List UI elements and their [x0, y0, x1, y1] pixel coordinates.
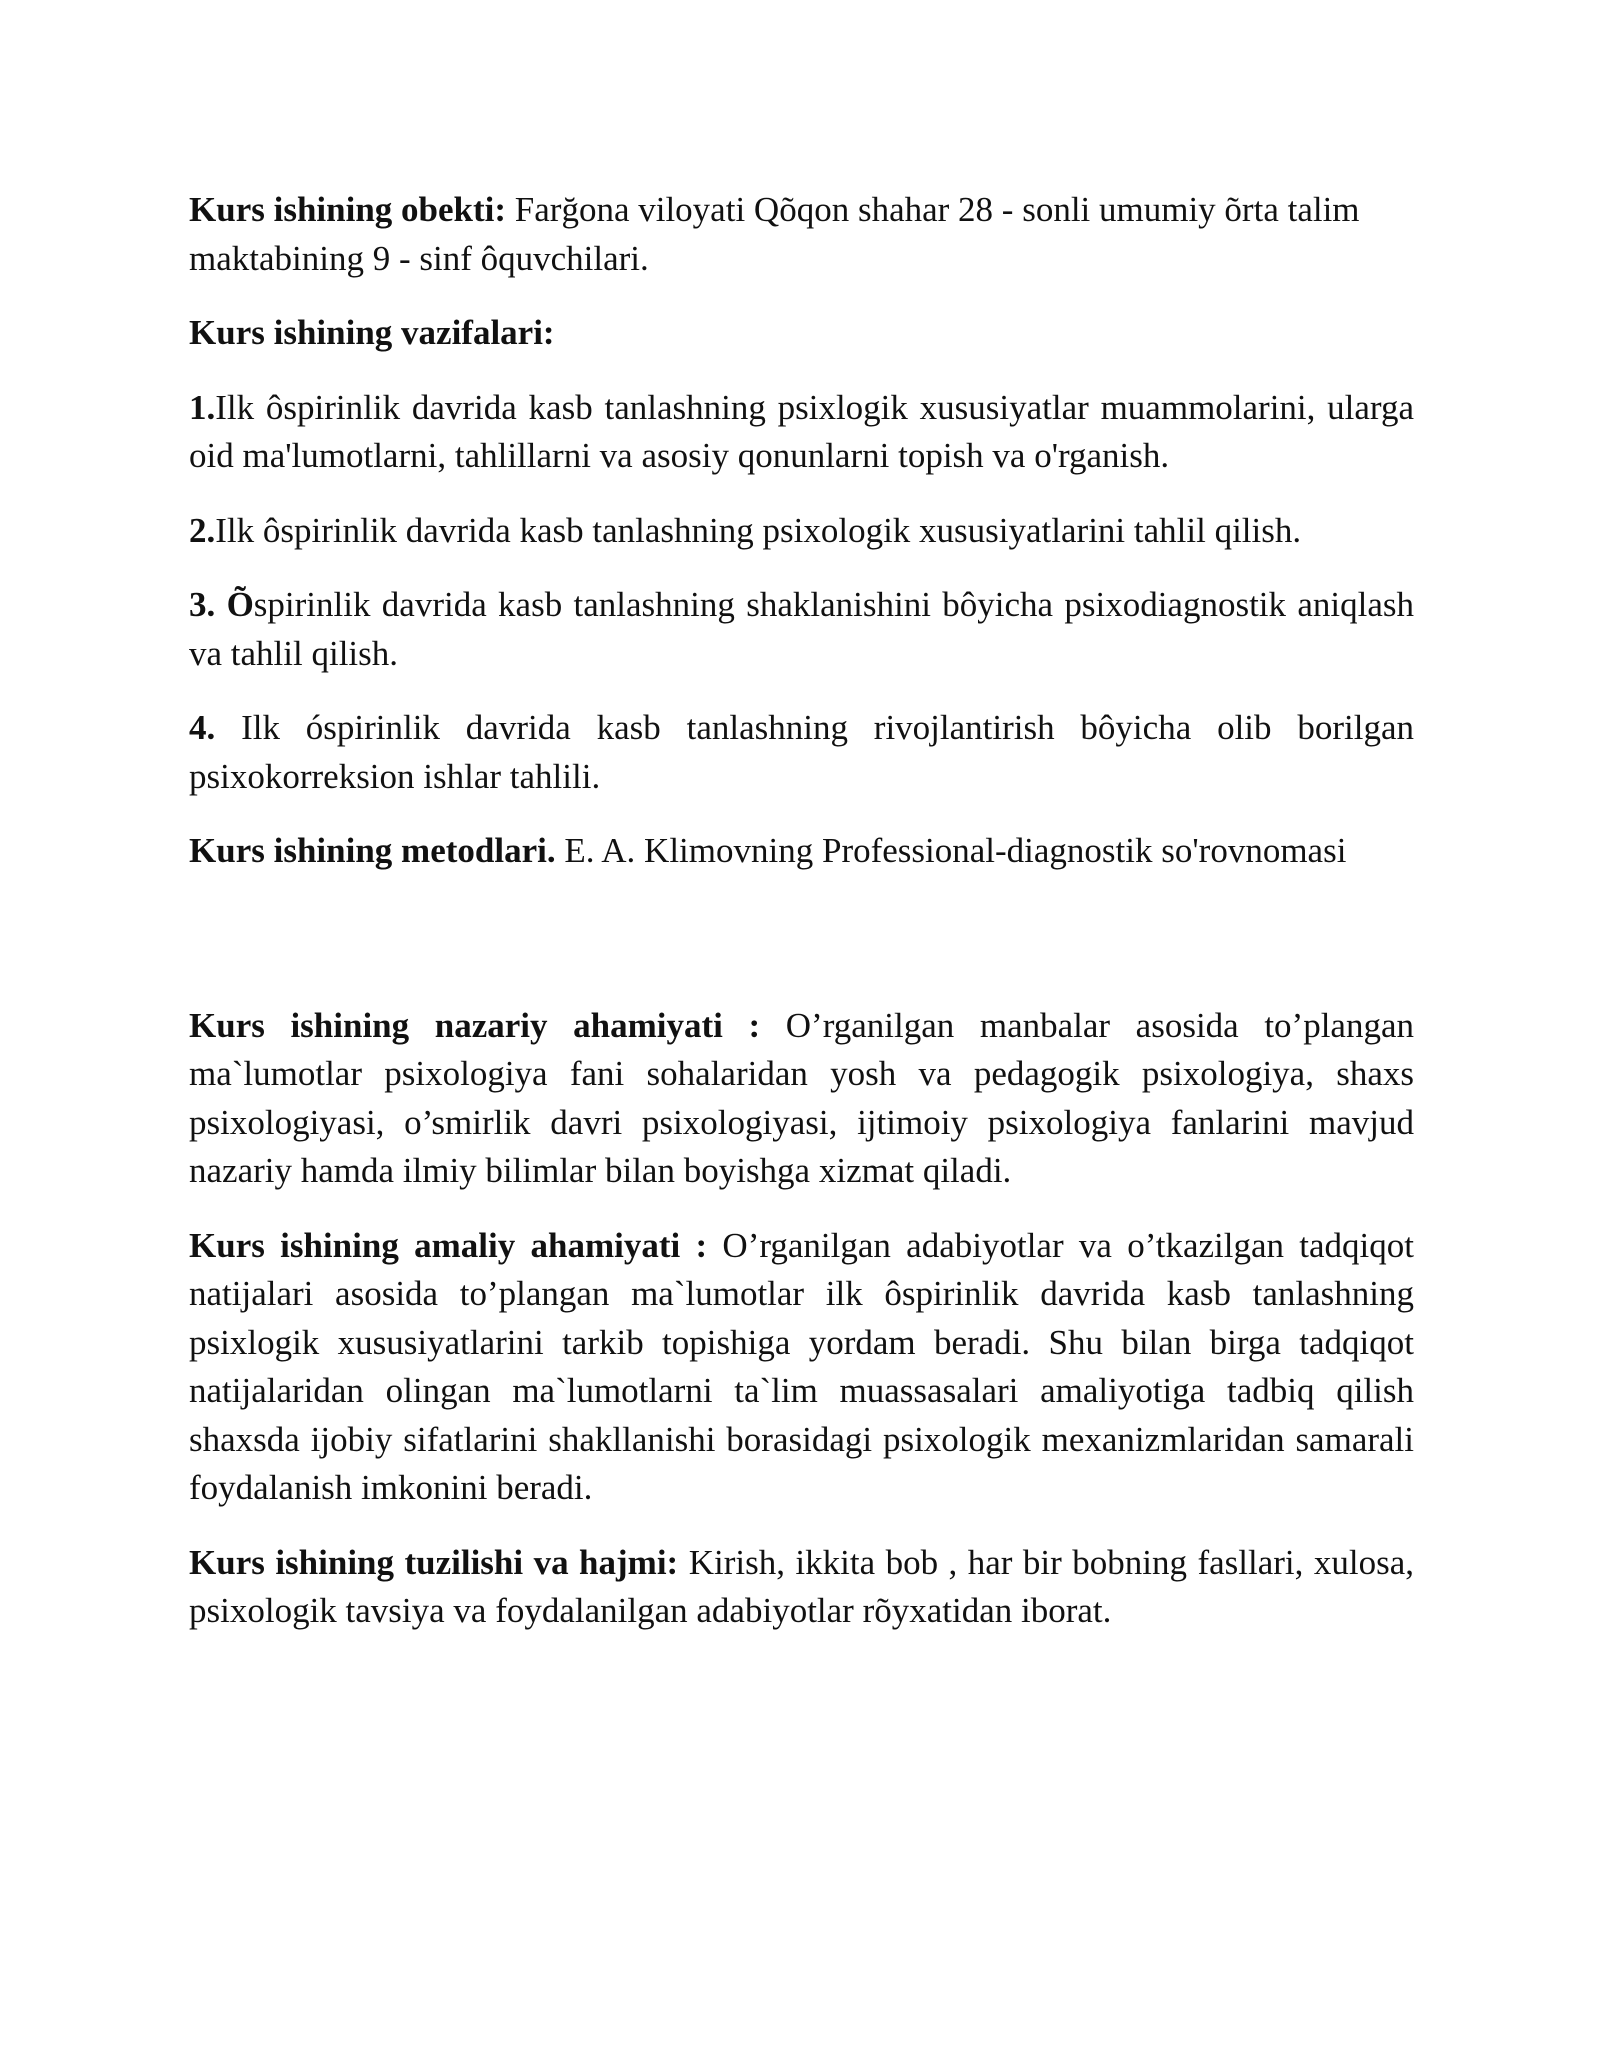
task-number-3: 3. Õ	[189, 585, 254, 624]
text-nazariy-ahamiyati: O’rganilgan manbalar asosida to’plangan ma`lumotlar psixologiya fani sohalaridan yosh va pedagogik psixologiya, shaxs psixologiyasi, o’smirlik davri psixologiyasi, ijtimoiy psixologiya fanlarini mavjud nazariy hamda ilmiy bilimlar bilan boyishga xizmat qiladi.	[189, 1005, 1414, 1190]
paragraph-nazariy-ahamiyati	[189, 1002, 1414, 1196]
label-tuzilishi-hajmi: Kurs ishining tuzilishi va hajmi:	[189, 1542, 679, 1582]
task-text-2: Ilk ôspirinlik davrida kasb tanlashning psixologik xususiyatlarini tahlil qilish.	[215, 510, 1302, 550]
text-obekti: Farğona viloyati Qõqon shahar 28 - sonli umumiy õrta talim maktabining 9 - sinf ôquvchilari.	[189, 190, 1360, 278]
task-item-4	[189, 704, 1414, 801]
task-text-4: Ilk óspirinlik davrida kasb tanlashning rivojlantirish bôyicha olib borilgan psixokorreksion ishlar tahlili.	[189, 708, 1414, 796]
task-item-2	[189, 507, 1414, 556]
paragraph-obekti	[189, 186, 1414, 283]
text-tuzilishi-hajmi: Kirish, ikkita bob , har bir bobning fasllari, xulosa, psixologik tavsiya va foydalanilgan adabiyotlar rõyxatidan iborat.	[189, 1542, 1415, 1630]
spacer	[189, 902, 1414, 1002]
task-text-3: spirinlik davrida kasb tanlashning shaklanishini bôyicha psixodiagnostik aniqlash va tahlil qilish.	[189, 585, 1414, 673]
task-number-4: 4.	[189, 708, 216, 747]
heading-vazifalari	[189, 309, 1414, 358]
task-number-2: 2.	[189, 510, 216, 550]
document-body	[189, 186, 1414, 1662]
label-vazifalari: Kurs ishining vazifalari:	[189, 313, 555, 352]
task-item-1	[189, 384, 1414, 481]
task-number-1: 1.	[189, 387, 216, 427]
label-metodlari: Kurs ishining metodlari.	[189, 831, 556, 870]
label-nazariy-ahamiyati: Kurs ishining nazariy ahamiyati :	[189, 1005, 761, 1045]
label-amaliy-ahamiyati: Kurs ishining amaliy ahamiyati :	[189, 1225, 708, 1265]
task-item-3	[189, 581, 1414, 678]
text-amaliy-ahamiyati: O’rganilgan adabiyotlar va o’tkazilgan tadqiqot natijalari asosida to’plangan ma`lumotlar ilk ôspirinlik davrida kasb tanlashning psixlogik xususiyatlarini tarkib topishiga yordam beradi. Shu bilan birga tadqiqot natijalaridan olingan ma`lumotlarni ta`lim muassasalari amaliyotiga tadbiq qilish shaxsda ijobiy sifatlarini shakllanishi borasidagi psixologik mexanizmlaridan samarali foydalanish imkonini beradi.	[189, 1225, 1414, 1507]
paragraph-tuzilishi-hajmi	[189, 1539, 1414, 1636]
label-obekti: Kurs ishining obekti:	[189, 190, 507, 229]
paragraph-amaliy-ahamiyati	[189, 1222, 1414, 1513]
task-text-1: Ilk ôspirinlik davrida kasb tanlashning psixlogik xususiyatlar muammolarini, ularga oid ma'lumotlarni, tahlillarni va asosiy qonunlarni topish va o'rganish.	[189, 387, 1414, 475]
text-metodlari: E. A. Klimovning Professional-diagnostik so'rovnomasi	[555, 831, 1347, 870]
paragraph-metodlari	[189, 827, 1414, 876]
